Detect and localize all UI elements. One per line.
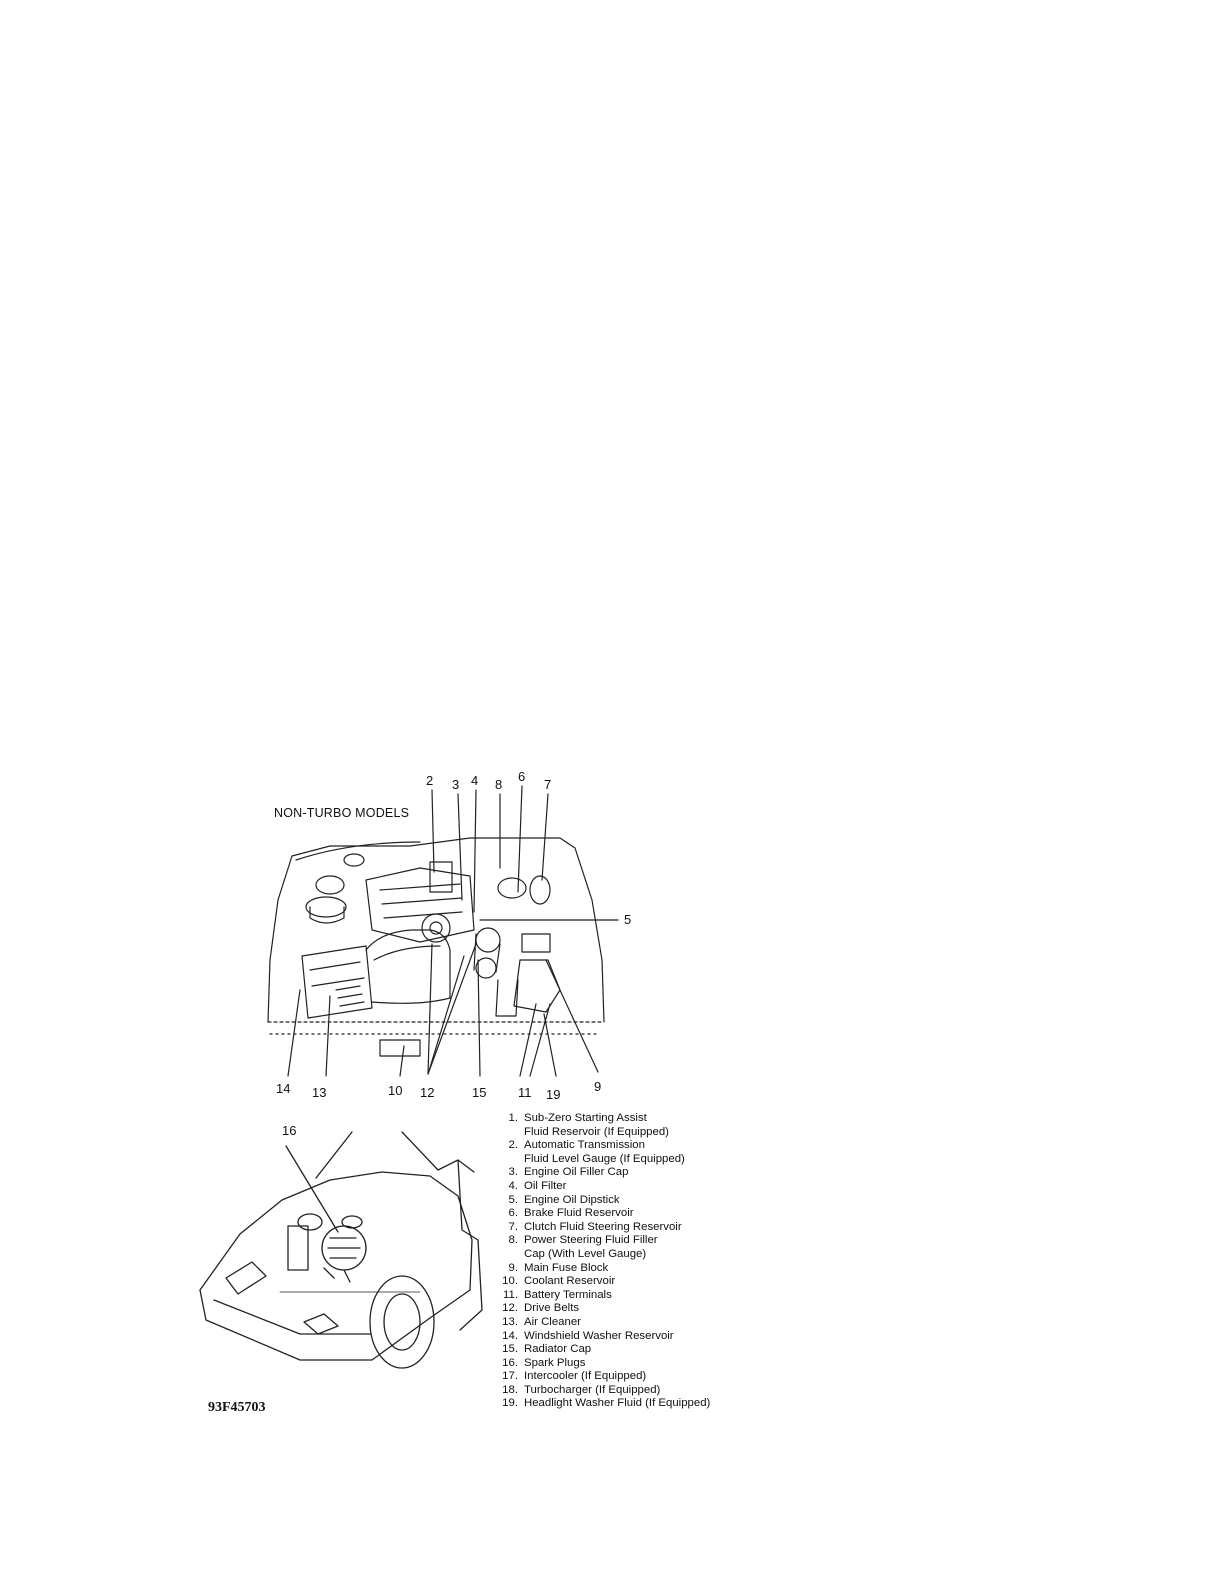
legend-item-label: Fluid Level Gauge (If Equipped) — [524, 1152, 685, 1165]
legend-item — [496, 1370, 710, 1384]
legend-item-label: Turbocharger (If Equipped) — [524, 1383, 661, 1396]
legend-item-label: Sub-Zero Starting Assist — [524, 1112, 647, 1124]
callout-14: 14 — [276, 1081, 291, 1096]
callout-9: 9 — [594, 1079, 602, 1094]
callout-3: 3 — [452, 777, 460, 792]
legend-item-number: 15. — [502, 1343, 518, 1356]
callout-5: 5 — [624, 912, 632, 927]
legend-item-label: Fluid Reservoir (If Equipped) — [524, 1125, 669, 1138]
callout-11: 11 — [518, 1085, 532, 1100]
legend-item — [496, 1126, 710, 1140]
legend-item — [496, 1234, 710, 1248]
legend-item-label: Clutch Fluid Steering Reservoir — [524, 1220, 682, 1233]
legend-item — [496, 1207, 710, 1221]
callout-6: 6 — [518, 769, 526, 784]
legend-item — [496, 1139, 710, 1153]
legend-item-number: 17. — [502, 1370, 518, 1383]
legend-item-label: Coolant Reservoir — [524, 1275, 616, 1288]
legend-item — [496, 1194, 710, 1208]
legend-item-number: 16. — [502, 1356, 518, 1369]
legend-item-number: 3. — [508, 1166, 518, 1179]
legend-item-number: 4. — [508, 1179, 518, 1192]
legend-item-number: 14. — [502, 1329, 518, 1342]
legend-item-label: Oil Filter — [524, 1179, 567, 1192]
legend-item-label: Main Fuse Block — [524, 1261, 609, 1274]
callout-8: 8 — [495, 777, 503, 792]
legend-item-number: 10. — [502, 1275, 518, 1288]
legend-item — [496, 1330, 710, 1344]
callout-4: 4 — [471, 773, 479, 788]
legend-list — [496, 1112, 710, 1411]
legend-item — [496, 1357, 710, 1371]
legend-item-number: 8. — [508, 1234, 518, 1247]
figure-id: 93F45703 — [208, 1400, 266, 1415]
legend-item-number: 19. — [502, 1397, 518, 1410]
legend-item-label: Radiator Cap — [524, 1343, 592, 1356]
legend-item-label: Intercooler (If Equipped) — [524, 1370, 647, 1383]
legend-item-number: 18. — [502, 1383, 518, 1396]
legend-item — [496, 1166, 710, 1180]
legend-item — [496, 1384, 710, 1398]
legend-item — [496, 1275, 710, 1289]
callout-7: 7 — [544, 777, 552, 792]
car-illustration — [200, 1132, 482, 1368]
callout-15: 15 — [472, 1085, 487, 1100]
callout-13: 13 — [312, 1085, 327, 1100]
legend-item-label: Power Steering Fluid Filler — [524, 1234, 658, 1247]
legend-item — [496, 1397, 710, 1411]
legend-item-number: 11. — [503, 1288, 518, 1301]
legend-item-number: 13. — [502, 1315, 518, 1328]
engine-bay-outline — [268, 838, 604, 1022]
legend-item-number: 9. — [508, 1261, 518, 1274]
legend-item-number: 6. — [508, 1207, 518, 1220]
legend-item-label: Engine Oil Dipstick — [524, 1193, 620, 1206]
legend-item-number: 2. — [508, 1139, 518, 1152]
legend-item — [496, 1316, 710, 1330]
section-heading: NON-TURBO MODELS — [274, 806, 410, 820]
legend-item-label: Brake Fluid Reservoir — [524, 1207, 634, 1220]
legend-item-label: Engine Oil Filler Cap — [524, 1166, 629, 1179]
legend-item-number — [496, 1153, 524, 1167]
legend-item-label: Air Cleaner — [524, 1315, 581, 1328]
legend-item-number: 7. — [508, 1220, 518, 1233]
legend-item — [496, 1180, 710, 1194]
legend-item — [496, 1302, 710, 1316]
legend-item-label: Windshield Washer Reservoir — [524, 1329, 674, 1342]
callout-12: 12 — [420, 1085, 435, 1100]
legend-item — [496, 1343, 710, 1357]
legend-item — [496, 1248, 710, 1262]
legend-item-number: 5. — [508, 1193, 518, 1206]
callout-10: 10 — [388, 1083, 403, 1098]
legend-item-label: Automatic Transmission — [524, 1139, 645, 1152]
legend-item-label: Cap (With Level Gauge) — [524, 1247, 647, 1260]
legend-item — [496, 1262, 710, 1276]
legend-item — [496, 1289, 710, 1303]
callout-16: 16 — [282, 1123, 297, 1138]
legend-item-number: 1. — [508, 1112, 518, 1124]
legend-item-label: Spark Plugs — [524, 1356, 586, 1369]
legend-item-number: 12. — [502, 1302, 518, 1315]
legend-item-label: Drive Belts — [524, 1302, 580, 1315]
legend-item-label: Headlight Washer Fluid (If Equipped) — [524, 1397, 711, 1410]
legend-item — [496, 1112, 710, 1126]
callout-19: 19 — [546, 1087, 561, 1102]
callout-2: 2 — [426, 773, 434, 788]
legend-item-number — [496, 1248, 524, 1262]
legend-item-number — [496, 1126, 524, 1140]
legend-item — [496, 1153, 710, 1167]
legend-item-label: Battery Terminals — [524, 1288, 612, 1301]
legend-item — [496, 1221, 710, 1235]
